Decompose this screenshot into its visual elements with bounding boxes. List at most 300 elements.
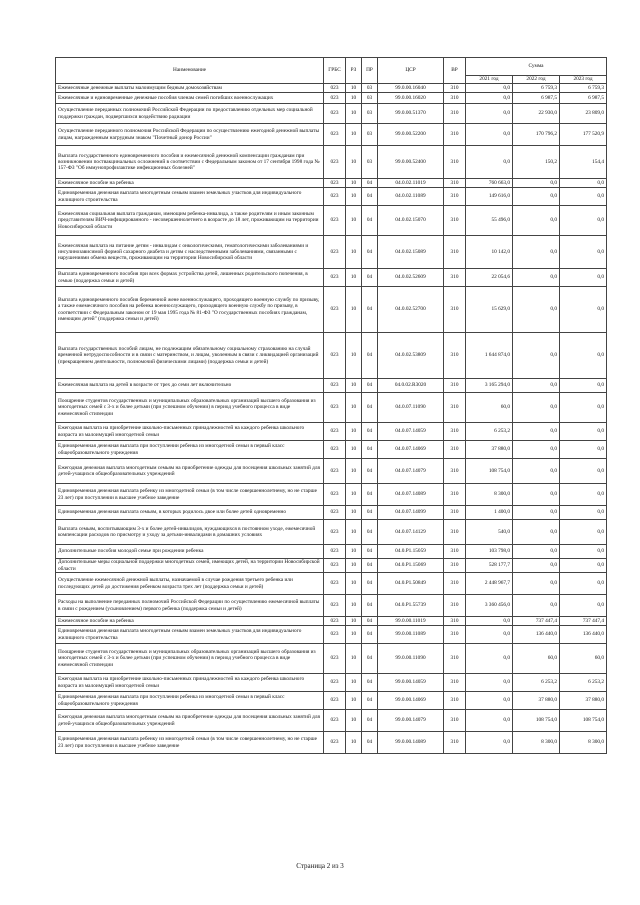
cell-pr: 04 (362, 506, 378, 520)
cell-grbs: 023 (324, 506, 346, 520)
cell-csr: 99.0.00.11089 (378, 626, 444, 644)
cell-vr: 310 (444, 559, 466, 573)
cell-csr: 04.0.P1.15069 (378, 559, 444, 573)
cell-name: Ежегодная денежная выплата многодетным семьям на приобретение одежды для посещения школьных занятий для детей-учащихся общеобразовательных учреждений (56, 710, 324, 732)
cell-2021: 0,0 (466, 84, 513, 93)
cell-vr: 310 (444, 506, 466, 520)
cell-vr: 310 (444, 545, 466, 559)
cell-2023: 0,0 (560, 379, 607, 393)
cell-name: Осуществление ежемесячной денежной выплаты, назначаемой в случае рождения третьего ребенка или последующих детей до достижения ребенком возраста трех лет (поддержка семьи и детей) (56, 573, 324, 595)
cell-2022: 737 447,4 (513, 617, 560, 626)
cell-2022: 0,0 (513, 379, 560, 393)
cell-grbs: 023 (324, 188, 346, 206)
cell-2021: 15 629,0 (466, 287, 513, 333)
cell-pr: 03 (362, 124, 378, 146)
cell-2022: 0,0 (513, 423, 560, 441)
cell-2023: 23 809,0 (560, 104, 607, 124)
cell-2023: 0,0 (560, 423, 607, 441)
cell-pr: 04 (362, 206, 378, 236)
cell-csr: 04.0.02.11089 (378, 188, 444, 206)
cell-csr: 04.0.02.15089 (378, 236, 444, 269)
cell-2022: 0,0 (513, 520, 560, 545)
cell-rz: 10 (346, 423, 362, 441)
table-row (56, 269, 607, 287)
cell-rz: 10 (346, 93, 362, 104)
cell-grbs: 023 (324, 84, 346, 93)
cell-2021: 0,0 (466, 104, 513, 124)
cell-pr: 04 (362, 441, 378, 459)
cell-pr: 04 (362, 674, 378, 692)
cell-vr: 310 (444, 674, 466, 692)
cell-vr: 310 (444, 179, 466, 188)
cell-csr: 99.0.00.16020 (378, 93, 444, 104)
cell-pr: 04 (362, 333, 378, 379)
cell-vr: 310 (444, 692, 466, 710)
cell-pr: 04 (362, 188, 378, 206)
cell-2021: 0,0 (466, 732, 513, 754)
cell-pr: 04 (362, 236, 378, 269)
cell-2021: 540,0 (466, 520, 513, 545)
cell-csr: 99.0.00.52400 (378, 146, 444, 179)
table-row (56, 379, 607, 393)
cell-rz: 10 (346, 179, 362, 188)
cell-csr: 99.0.00.14089 (378, 732, 444, 754)
cell-rz: 10 (346, 710, 362, 732)
cell-vr: 310 (444, 573, 466, 595)
table-row (56, 84, 607, 93)
header-grbs: ГРБС (324, 58, 346, 84)
cell-vr: 310 (444, 287, 466, 333)
cell-csr: 04.0.07.14059 (378, 423, 444, 441)
cell-csr: 04.0.07.14069 (378, 441, 444, 459)
cell-rz: 10 (346, 393, 362, 423)
cell-vr: 310 (444, 595, 466, 617)
cell-rz: 10 (346, 441, 362, 459)
cell-2021: 3 360 456,0 (466, 595, 513, 617)
table-row (56, 179, 607, 188)
cell-csr: 04.0.07.11090 (378, 393, 444, 423)
cell-2023: 0,0 (560, 459, 607, 484)
header-sum: Сумма (466, 58, 607, 76)
cell-rz: 10 (346, 573, 362, 595)
cell-2021: 0,0 (466, 617, 513, 626)
cell-name: Выплата семьям, воспитывающим 3-х и более детей-инвалидов, нуждающихся в постоянном уходе, ежемесячной компенсации расходов по присмотру и уходу за детьми-инвалидами в домашних условиях (56, 520, 324, 545)
cell-rz: 10 (346, 626, 362, 644)
cell-rz: 10 (346, 188, 362, 206)
cell-2022: 8 300,0 (513, 732, 560, 754)
cell-2021: 0,0 (466, 692, 513, 710)
table-header (56, 58, 607, 84)
cell-vr: 310 (444, 520, 466, 545)
cell-rz: 10 (346, 459, 362, 484)
cell-2021: 6 253,2 (466, 423, 513, 441)
cell-vr: 310 (444, 124, 466, 146)
cell-vr: 310 (444, 732, 466, 754)
cell-2022: 0,0 (513, 484, 560, 506)
cell-rz: 10 (346, 732, 362, 754)
cell-2021: 0,0 (466, 626, 513, 644)
cell-grbs: 023 (324, 179, 346, 188)
cell-2023: 0,0 (560, 393, 607, 423)
cell-csr: 04.0.P1.55739 (378, 595, 444, 617)
table-body (56, 84, 607, 754)
cell-csr: 04.0.02.15070 (378, 206, 444, 236)
cell-csr: 99.0.00.52200 (378, 124, 444, 146)
cell-csr: 99.0.00.16040 (378, 84, 444, 93)
cell-pr: 04 (362, 484, 378, 506)
cell-vr: 310 (444, 146, 466, 179)
cell-csr: 99.0.00.11019 (378, 617, 444, 626)
cell-2023: 108 754,0 (560, 710, 607, 732)
cell-name: Выплата единовременного пособия при всех формах устройства детей, лишенных родительского попечения, в семью (поддержка семьи и детей) (56, 269, 324, 287)
cell-2023: 0,0 (560, 573, 607, 595)
cell-grbs: 023 (324, 732, 346, 754)
cell-pr: 03 (362, 93, 378, 104)
cell-rz: 10 (346, 692, 362, 710)
cell-2021: 0,0 (466, 710, 513, 732)
cell-rz: 10 (346, 124, 362, 146)
cell-2021: 22 054,6 (466, 269, 513, 287)
cell-2021: 103 798,0 (466, 545, 513, 559)
table-row (56, 617, 607, 626)
cell-2022: 22 930,0 (513, 104, 560, 124)
cell-name: Единовременная денежная выплата многодетным семьям взамен земельных участков для индивидуального жилищного строительства (56, 188, 324, 206)
header-pr: ПР (362, 58, 378, 84)
cell-2022: 0,0 (513, 269, 560, 287)
header-year-2023: 2023 год (560, 76, 607, 84)
cell-2022: 0,0 (513, 459, 560, 484)
cell-2023: 0,0 (560, 287, 607, 333)
table-row (56, 644, 607, 674)
cell-2021: 0,0 (466, 93, 513, 104)
cell-2023: 0,0 (560, 484, 607, 506)
cell-vr: 310 (444, 236, 466, 269)
cell-name: Ежемесячная социальная выплата гражданам, имеющим ребенка-инвалида, а также родителям и иным законным представителям ВИЧ-инфицированного - несовершеннолетнего в возрасте до 18 лет, проживающим на территории Новосибирской области (56, 206, 324, 236)
cell-rz: 10 (346, 287, 362, 333)
cell-2023: 0,0 (560, 559, 607, 573)
cell-csr: 04.0.02.53809 (378, 333, 444, 379)
cell-rz: 10 (346, 269, 362, 287)
cell-csr: 04.0.02.52609 (378, 269, 444, 287)
cell-2022: 0,0 (513, 188, 560, 206)
cell-csr: 04.0.P1.15059 (378, 545, 444, 559)
cell-name: Ежемесячное пособие на ребенка (56, 617, 324, 626)
cell-name: Выплата государственных пособий лицам, не подлежащим обязательному социальному страхованию на случай временной нетрудоспособности и в связи с материнством, и лицам, уволенным в связи с ликвидацией организаций (прекращением деятельности, полномочий физическими лицами) (поддержка семьи и детей) (56, 333, 324, 379)
table-row (56, 188, 607, 206)
cell-2023: 136 440,0 (560, 626, 607, 644)
cell-name: Ежемесячные и единовременные денежные пособия членам семей погибших военнослужащих (56, 93, 324, 104)
cell-grbs: 023 (324, 520, 346, 545)
cell-2022: 0,0 (513, 236, 560, 269)
cell-2023: 0,0 (560, 520, 607, 545)
cell-csr: 04.0.07.14089 (378, 484, 444, 506)
cell-grbs: 023 (324, 595, 346, 617)
cell-2023: 0,0 (560, 269, 607, 287)
table-row (56, 459, 607, 484)
cell-grbs: 023 (324, 269, 346, 287)
cell-vr: 310 (444, 333, 466, 379)
cell-2023: 37 880,0 (560, 692, 607, 710)
cell-2022: 0,0 (513, 333, 560, 379)
cell-vr: 310 (444, 269, 466, 287)
cell-name: Осуществление переданных полномочий Российской Федерации по предоставлению отдельных мер социальной поддержки граждан, подвергшихся воздействию радиации (56, 104, 324, 124)
cell-name: Дополнительные пособия молодой семье при рождении ребенка (56, 545, 324, 559)
cell-vr: 310 (444, 93, 466, 104)
cell-2021: 0,0 (466, 644, 513, 674)
cell-2021: 60,0 (466, 393, 513, 423)
cell-name: Ежегодная выплата на приобретение школьно-письменных принадлежностей на каждого ребенка школьного возраста из малоимущей многодетной семьи (56, 674, 324, 692)
table-row (56, 626, 607, 644)
cell-name: Ежемесячные денежные выплаты малоимущим бедным домохозяйствам (56, 84, 324, 93)
cell-2023: 0,0 (560, 333, 607, 379)
cell-pr: 04 (362, 617, 378, 626)
table-row (56, 124, 607, 146)
cell-2022: 0,0 (513, 545, 560, 559)
cell-pr: 04 (362, 179, 378, 188)
cell-2022: 170 796,2 (513, 124, 560, 146)
cell-csr: 99.0.00.11090 (378, 644, 444, 674)
cell-2022: 0,0 (513, 206, 560, 236)
cell-grbs: 023 (324, 393, 346, 423)
cell-grbs: 023 (324, 287, 346, 333)
cell-csr: 04.0.02.52700 (378, 287, 444, 333)
cell-2021: 0,0 (466, 146, 513, 179)
cell-pr: 04 (362, 393, 378, 423)
cell-2022: 0,0 (513, 179, 560, 188)
cell-name: Ежегодная денежная выплата многодетным семьям на приобретение одежды для посещения школьных занятий для детей-учащихся общеобразовательных учреждений (56, 459, 324, 484)
cell-2022: 60,0 (513, 644, 560, 674)
cell-2022: 0,0 (513, 506, 560, 520)
cell-grbs: 023 (324, 545, 346, 559)
cell-pr: 03 (362, 84, 378, 93)
cell-grbs: 023 (324, 423, 346, 441)
cell-pr: 04 (362, 710, 378, 732)
cell-2023: 0,0 (560, 236, 607, 269)
table-row (56, 545, 607, 559)
cell-pr: 04 (362, 423, 378, 441)
table-row (56, 692, 607, 710)
header-year-2021: 2021 год (466, 76, 513, 84)
cell-pr: 03 (362, 146, 378, 179)
cell-2021: 10 142,0 (466, 236, 513, 269)
cell-grbs: 023 (324, 124, 346, 146)
header-year-2022: 2022 год (513, 76, 560, 84)
cell-csr: 04.0.07.14099 (378, 506, 444, 520)
cell-grbs: 023 (324, 333, 346, 379)
cell-2021: 760 663,0 (466, 179, 513, 188)
table-row (56, 104, 607, 124)
table-row (56, 732, 607, 754)
cell-name: Ежемесячная выплата на детей в возрасте от трех до семи лет включительно (56, 379, 324, 393)
table-row (56, 595, 607, 617)
table-row (56, 520, 607, 545)
cell-name: Дополнительные меры социальной поддержки многодетных семей, имеющих детей, на территории Новосибирской области (56, 559, 324, 573)
table-row (56, 287, 607, 333)
cell-vr: 310 (444, 441, 466, 459)
cell-grbs: 023 (324, 236, 346, 269)
cell-2021: 1 644 874,0 (466, 333, 513, 379)
cell-vr: 310 (444, 206, 466, 236)
cell-grbs: 023 (324, 104, 346, 124)
cell-name: Единовременная денежная выплата семьям, в которых родилось двое или более детей одновременно (56, 506, 324, 520)
cell-2022: 0,0 (513, 573, 560, 595)
table-row (56, 423, 607, 441)
cell-grbs: 023 (324, 644, 346, 674)
table-row (56, 93, 607, 104)
page-number: Страница 2 из 3 (296, 862, 344, 870)
cell-pr: 03 (362, 104, 378, 124)
cell-grbs: 023 (324, 379, 346, 393)
cell-2023: 737 447,4 (560, 617, 607, 626)
cell-name: Поощрение студентов государственных и муниципальных образовательных организаций высшего образования из многодетных семей с 3-х и более детьми (при успешном обучении) в период учебного процесса в виде ежемесячной стипендии (56, 644, 324, 674)
cell-grbs: 023 (324, 459, 346, 484)
cell-rz: 10 (346, 545, 362, 559)
cell-2021: 108 754,0 (466, 459, 513, 484)
cell-2021: 8 300,0 (466, 484, 513, 506)
cell-2021: 528 177,7 (466, 559, 513, 573)
cell-csr: 99.0.00.14059 (378, 674, 444, 692)
cell-2023: 0,0 (560, 206, 607, 236)
cell-grbs: 023 (324, 484, 346, 506)
cell-2023: 0,0 (560, 506, 607, 520)
cell-csr: 99.0.00.14069 (378, 692, 444, 710)
cell-2022: 0,0 (513, 595, 560, 617)
cell-2021: 55 496,0 (466, 206, 513, 236)
cell-rz: 10 (346, 484, 362, 506)
cell-2023: 177 520,9 (560, 124, 607, 146)
cell-grbs: 023 (324, 559, 346, 573)
cell-rz: 10 (346, 520, 362, 545)
cell-pr: 04 (362, 520, 378, 545)
table-row (56, 146, 607, 179)
table-row (56, 206, 607, 236)
cell-name: Ежемесячная выплата на питание детям - инвалидам с онкологическими, гематологическими заболеваниями и инсулинозависимой формой сахарного диабета и детям с наследственными заболеваниями, связанными с нарушениями обмена веществ, проживающим на территории Новосибирской области (56, 236, 324, 269)
table-row (56, 559, 607, 573)
cell-2023: 8 300,0 (560, 732, 607, 754)
cell-2022: 0,0 (513, 559, 560, 573)
cell-name: Единовременная денежная выплата многодетным семьям взамен земельных участков для индивидуального жилищного строительства (56, 626, 324, 644)
cell-rz: 10 (346, 506, 362, 520)
table-row (56, 333, 607, 379)
cell-name: Ежегодная выплата на приобретение школьно-письменных принадлежностей на каждого ребенка школьного возраста из малоимущей многодетной семьи (56, 423, 324, 441)
cell-2023: 6 759,3 (560, 84, 607, 93)
cell-2022: 6 253,2 (513, 674, 560, 692)
cell-2023: 0,0 (560, 545, 607, 559)
cell-2022: 0,0 (513, 393, 560, 423)
cell-pr: 04 (362, 644, 378, 674)
cell-grbs: 023 (324, 710, 346, 732)
cell-2023: 0,0 (560, 179, 607, 188)
cell-csr: 04.0.02.11019 (378, 179, 444, 188)
cell-vr: 310 (444, 626, 466, 644)
cell-grbs: 023 (324, 146, 346, 179)
cell-name: Единовременная денежная выплата при поступлении ребенка из многодетной семьи в первый класс общеобразовательного учреждения (56, 692, 324, 710)
table-row (56, 674, 607, 692)
cell-2021: 0,0 (466, 124, 513, 146)
cell-grbs: 023 (324, 692, 346, 710)
cell-pr: 04 (362, 545, 378, 559)
cell-pr: 04 (362, 595, 378, 617)
table-row (56, 393, 607, 423)
cell-name: Единовременная денежная выплата при поступлении ребенка из многодетной семьи в первый класс общеобразовательного учреждения (56, 441, 324, 459)
cell-2022: 37 880,0 (513, 692, 560, 710)
cell-name: Осуществление переданного полномочия Российской Федерации по осуществлению ежегодной денежной выплаты лицам, награжденным нагрудным знаком "Почетный донор России" (56, 124, 324, 146)
cell-vr: 310 (444, 644, 466, 674)
cell-rz: 10 (346, 595, 362, 617)
cell-2023: 0,0 (560, 595, 607, 617)
cell-rz: 10 (346, 559, 362, 573)
cell-vr: 310 (444, 393, 466, 423)
cell-2021: 1 400,0 (466, 506, 513, 520)
cell-vr: 310 (444, 104, 466, 124)
cell-vr: 310 (444, 484, 466, 506)
cell-name: Единовременная денежная выплата ребенку из многодетной семьи (в том числе совершеннолетнему, но не старше 23 лет) при поступлении в высшее учебное заведение (56, 732, 324, 754)
budget-table (55, 57, 607, 754)
cell-vr: 310 (444, 423, 466, 441)
cell-rz: 10 (346, 617, 362, 626)
cell-2023: 0,0 (560, 188, 607, 206)
table-row (56, 506, 607, 520)
cell-2023: 6 253,2 (560, 674, 607, 692)
cell-2022: 0,0 (513, 287, 560, 333)
cell-vr: 310 (444, 188, 466, 206)
table-row (56, 441, 607, 459)
cell-2021: 0,0 (466, 674, 513, 692)
cell-csr: 04.0.07.14129 (378, 520, 444, 545)
cell-2021: 3 165 294,0 (466, 379, 513, 393)
table-row (56, 484, 607, 506)
cell-rz: 10 (346, 104, 362, 124)
cell-2022: 6 987,5 (513, 93, 560, 104)
cell-vr: 310 (444, 84, 466, 93)
header-rz: РЗ (346, 58, 362, 84)
cell-2022: 6 759,3 (513, 84, 560, 93)
cell-name: Единовременная денежная выплата ребенку из многодетной семьи (в том числе совершеннолетнему, но не старше 23 лет) при поступлении в высшее учебное заведение (56, 484, 324, 506)
cell-pr: 04 (362, 379, 378, 393)
header-name: Наименование (56, 58, 324, 84)
cell-rz: 10 (346, 674, 362, 692)
cell-pr: 04 (362, 459, 378, 484)
cell-vr: 310 (444, 459, 466, 484)
cell-2023: 0,0 (560, 441, 607, 459)
cell-name: Выплата государственного единовременного пособия и ежемесячной денежной компенсации гражданам при возникновении поствакцинальных осложнений в соответствии с Федеральным законом от 17 сентября 1998 года № 157-ФЗ "Об иммунопрофилактике инфекционных болезней" (56, 146, 324, 179)
cell-rz: 10 (346, 236, 362, 269)
table-row (56, 710, 607, 732)
cell-rz: 10 (346, 644, 362, 674)
cell-grbs: 023 (324, 617, 346, 626)
cell-2022: 150,2 (513, 146, 560, 179)
cell-2021: 2 448 967,7 (466, 573, 513, 595)
cell-2023: 60,0 (560, 644, 607, 674)
cell-pr: 04 (362, 269, 378, 287)
cell-pr: 04 (362, 692, 378, 710)
cell-2022: 136 440,0 (513, 626, 560, 644)
cell-csr: 99.0.00.51370 (378, 104, 444, 124)
cell-grbs: 023 (324, 441, 346, 459)
header-vr: ВР (444, 58, 466, 84)
cell-grbs: 023 (324, 674, 346, 692)
cell-2022: 108 754,0 (513, 710, 560, 732)
cell-pr: 04 (362, 573, 378, 595)
cell-csr: 99.0.00.14079 (378, 710, 444, 732)
cell-name: Выплата единовременного пособия беременной жене военнослужащего, проходящего военную службу по призыву, а также ежемесячного пособия на ребенка военнослужащего, проходящего военную службу по призыву, в соответствии с Федеральным законом от 19 мая 1995 года № 81-ФЗ "О государственных пособиях гражданам, имеющим детей" (поддержка семьи и детей) (56, 287, 324, 333)
cell-grbs: 023 (324, 206, 346, 236)
cell-grbs: 023 (324, 626, 346, 644)
cell-rz: 10 (346, 379, 362, 393)
cell-name: Ежемесячное пособие на ребенка (56, 179, 324, 188)
cell-grbs: 023 (324, 573, 346, 595)
cell-pr: 04 (362, 732, 378, 754)
